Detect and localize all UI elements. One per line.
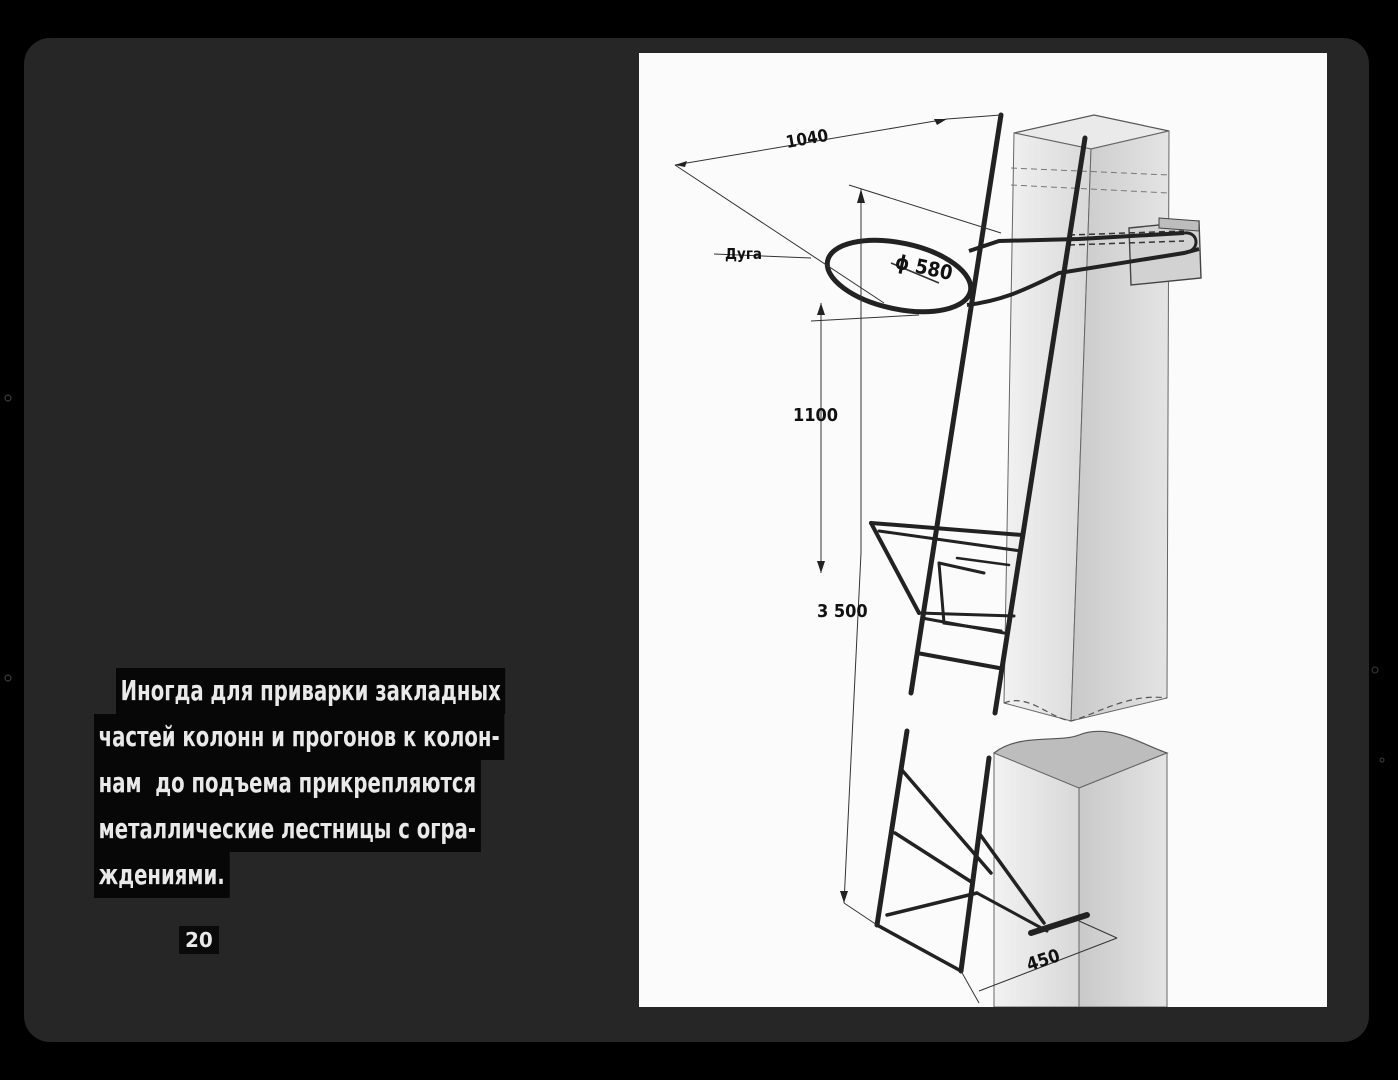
column-lower	[994, 731, 1167, 1007]
label-height-upper: 1100	[793, 405, 839, 426]
caption-line: нам до подъема прикрепляются	[94, 760, 481, 806]
label-step: 450	[1024, 945, 1063, 976]
caption-line: частей колонн и прогонов к колон-	[94, 714, 504, 760]
label-diameter: ϕ 580	[892, 249, 955, 285]
caption-line: металлические лестницы с огра-	[94, 806, 481, 852]
caption-text	[94, 668, 642, 898]
dimension-arrows	[675, 119, 947, 903]
ladder-illustration	[639, 53, 1327, 1007]
frame-number: 20	[179, 926, 219, 954]
caption-line: ждениями.	[94, 852, 229, 898]
label-width: 1040	[784, 125, 830, 153]
column-upper	[1004, 115, 1169, 721]
label-height-total: 3 500	[817, 601, 868, 622]
platform-brace	[871, 523, 1022, 631]
caption-line: Иногда для приварки закладных	[116, 668, 505, 714]
label-arc: Дуга	[725, 245, 762, 263]
